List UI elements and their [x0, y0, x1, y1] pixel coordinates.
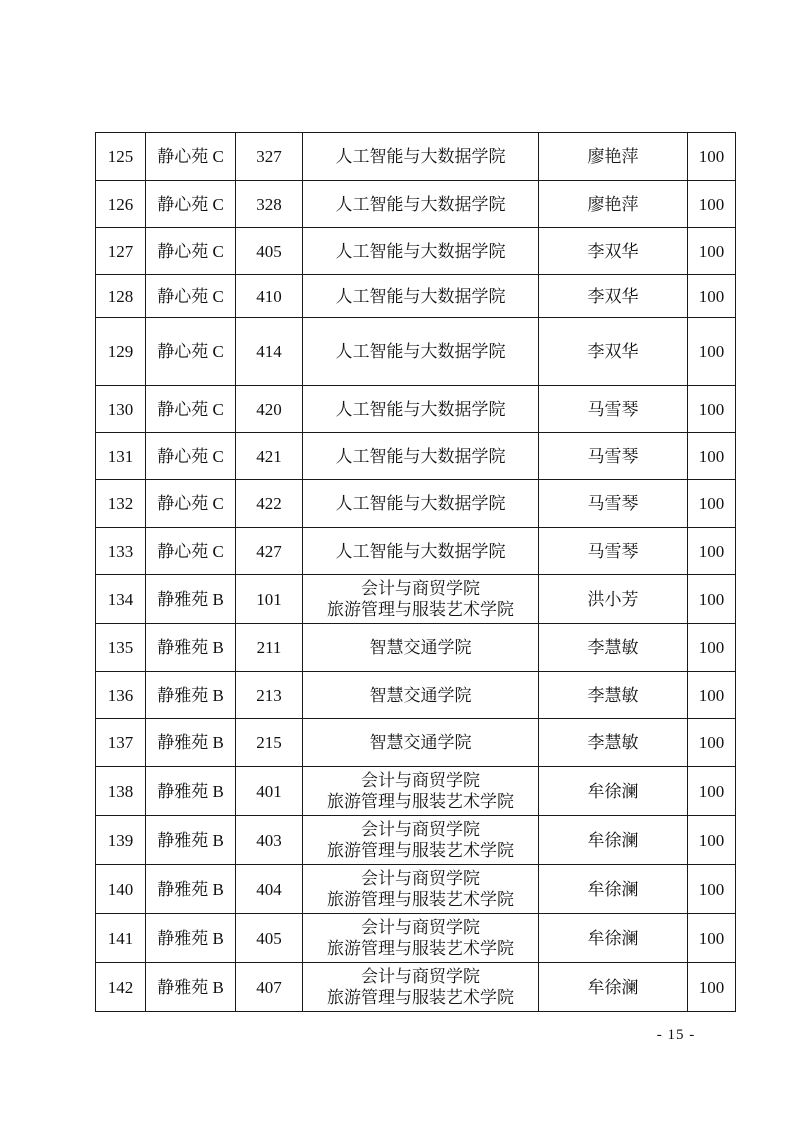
college-cell: [303, 528, 539, 575]
row-number-cell: 135: [96, 624, 146, 672]
building-cell: 静雅苑 B: [146, 575, 236, 624]
table-row: [96, 672, 736, 719]
responsible-person-cell: 廖艳萍: [539, 181, 688, 228]
college-cell: [303, 480, 539, 528]
score-cell: 100: [688, 767, 736, 816]
row-number-cell: 130: [96, 386, 146, 433]
responsible-person-cell: 牟徐澜: [539, 914, 688, 963]
college-line: 智慧交通学院: [369, 638, 472, 657]
college-line: 人工智能与大数据学院: [335, 399, 506, 419]
row-number-cell: 133: [96, 528, 146, 575]
table-row: [96, 433, 736, 480]
college-line: 人工智能与大数据学院: [335, 541, 506, 561]
college-line: 人工智能与大数据学院: [335, 147, 506, 166]
row-number-cell: 142: [96, 963, 146, 1012]
table-row: [96, 480, 736, 528]
responsible-person-cell: 廖艳萍: [539, 133, 688, 181]
score-cell: 100: [688, 963, 736, 1012]
college-line: 旅游管理与服装艺术学院: [327, 890, 514, 909]
room-cell: 427: [236, 528, 303, 575]
building-cell: 静雅苑 B: [146, 865, 236, 914]
score-cell: 100: [688, 275, 736, 318]
score-cell: 100: [688, 433, 736, 480]
table-row: [96, 528, 736, 575]
responsible-person-cell: 洪小芳: [539, 575, 688, 624]
college-cell: [303, 719, 539, 767]
table-row: [96, 318, 736, 386]
table-row: [96, 719, 736, 767]
row-number-cell: 139: [96, 816, 146, 865]
row-number-cell: 136: [96, 672, 146, 719]
room-cell: 405: [236, 228, 303, 275]
table-row: [96, 228, 736, 275]
room-cell: 407: [236, 963, 303, 1012]
building-cell: 静雅苑 B: [146, 914, 236, 963]
score-cell: 100: [688, 228, 736, 275]
score-cell: 100: [688, 181, 736, 228]
college-line: 会计与商贸学院: [361, 579, 480, 598]
building-cell: 静雅苑 B: [146, 767, 236, 816]
building-cell: 静心苑 C: [146, 228, 236, 275]
score-cell: 100: [688, 318, 736, 386]
responsible-person-cell: 马雪琴: [539, 386, 688, 433]
room-cell: 328: [236, 181, 303, 228]
college-cell: [303, 672, 539, 719]
row-number-cell: 138: [96, 767, 146, 816]
row-number-cell: 129: [96, 318, 146, 386]
college-line: 智慧交通学院: [369, 685, 472, 705]
responsible-person-cell: 马雪琴: [539, 480, 688, 528]
room-cell: 404: [236, 865, 303, 914]
page-number: - 15 -: [656, 1027, 696, 1043]
responsible-person-cell: 李慧敏: [539, 672, 688, 719]
table-body: [96, 133, 736, 1012]
college-line: 会计与商贸学院: [361, 820, 480, 839]
responsible-person-cell: 马雪琴: [539, 433, 688, 480]
college-line: 旅游管理与服装艺术学院: [327, 841, 514, 860]
dormitory-score-table: [95, 132, 736, 1012]
room-cell: 401: [236, 767, 303, 816]
responsible-person-cell: 牟徐澜: [539, 865, 688, 914]
score-cell: 100: [688, 528, 736, 575]
room-cell: 410: [236, 275, 303, 318]
room-cell: 414: [236, 318, 303, 386]
table-row: [96, 963, 736, 1012]
college-cell: [303, 318, 539, 386]
college-cell: [303, 133, 539, 181]
row-number-cell: 134: [96, 575, 146, 624]
table-row: [96, 575, 736, 624]
college-line: 人工智能与大数据学院: [335, 286, 506, 306]
row-number-cell: 131: [96, 433, 146, 480]
table-row: [96, 914, 736, 963]
table-row: [96, 816, 736, 865]
building-cell: 静雅苑 B: [146, 816, 236, 865]
score-cell: 100: [688, 672, 736, 719]
college-line: 旅游管理与服装艺术学院: [327, 600, 514, 619]
college-line: 人工智能与大数据学院: [335, 241, 506, 261]
row-number-cell: 137: [96, 719, 146, 767]
college-line: 旅游管理与服装艺术学院: [327, 988, 514, 1007]
college-cell: [303, 275, 539, 318]
building-cell: 静雅苑 B: [146, 672, 236, 719]
score-cell: 100: [688, 624, 736, 672]
score-cell: 100: [688, 575, 736, 624]
college-cell: [303, 767, 539, 816]
table-row: [96, 624, 736, 672]
table-row: [96, 386, 736, 433]
room-cell: 405: [236, 914, 303, 963]
college-cell: [303, 914, 539, 963]
table-row: [96, 133, 736, 181]
college-cell: [303, 963, 539, 1012]
college-line: 旅游管理与服装艺术学院: [327, 792, 514, 811]
responsible-person-cell: 牟徐澜: [539, 767, 688, 816]
row-number-cell: 126: [96, 181, 146, 228]
row-number-cell: 141: [96, 914, 146, 963]
row-number-cell: 132: [96, 480, 146, 528]
room-cell: 211: [236, 624, 303, 672]
responsible-person-cell: 牟徐澜: [539, 816, 688, 865]
score-cell: 100: [688, 480, 736, 528]
college-line: 旅游管理与服装艺术学院: [327, 939, 514, 958]
building-cell: 静心苑 C: [146, 480, 236, 528]
building-cell: 静雅苑 B: [146, 719, 236, 767]
score-cell: 100: [688, 386, 736, 433]
college-cell: [303, 181, 539, 228]
room-cell: 403: [236, 816, 303, 865]
table-row: [96, 181, 736, 228]
college-line: 人工智能与大数据学院: [335, 342, 506, 361]
table-row: [96, 767, 736, 816]
responsible-person-cell: 李双华: [539, 318, 688, 386]
college-cell: [303, 386, 539, 433]
room-cell: 420: [236, 386, 303, 433]
row-number-cell: 127: [96, 228, 146, 275]
row-number-cell: 128: [96, 275, 146, 318]
room-cell: 215: [236, 719, 303, 767]
responsible-person-cell: 马雪琴: [539, 528, 688, 575]
college-cell: [303, 228, 539, 275]
score-cell: 100: [688, 914, 736, 963]
building-cell: 静心苑 C: [146, 386, 236, 433]
score-cell: 100: [688, 816, 736, 865]
college-cell: [303, 865, 539, 914]
responsible-person-cell: 李慧敏: [539, 719, 688, 767]
college-line: 会计与商贸学院: [361, 869, 480, 888]
score-cell: 100: [688, 133, 736, 181]
room-cell: 101: [236, 575, 303, 624]
responsible-person-cell: 李双华: [539, 275, 688, 318]
building-cell: 静心苑 C: [146, 275, 236, 318]
score-cell: 100: [688, 865, 736, 914]
building-cell: 静雅苑 B: [146, 963, 236, 1012]
college-cell: [303, 433, 539, 480]
college-cell: [303, 816, 539, 865]
row-number-cell: 140: [96, 865, 146, 914]
room-cell: 421: [236, 433, 303, 480]
building-cell: 静心苑 C: [146, 133, 236, 181]
table-row: [96, 865, 736, 914]
building-cell: 静心苑 C: [146, 318, 236, 386]
college-cell: [303, 624, 539, 672]
responsible-person-cell: 李慧敏: [539, 624, 688, 672]
building-cell: 静心苑 C: [146, 433, 236, 480]
building-cell: 静心苑 C: [146, 528, 236, 575]
college-line: 会计与商贸学院: [361, 967, 480, 986]
college-line: 人工智能与大数据学院: [335, 446, 506, 466]
college-line: 会计与商贸学院: [361, 918, 480, 937]
room-cell: 213: [236, 672, 303, 719]
building-cell: 静雅苑 B: [146, 624, 236, 672]
score-cell: 100: [688, 719, 736, 767]
college-line: 人工智能与大数据学院: [335, 494, 506, 513]
table-row: [96, 275, 736, 318]
room-cell: 422: [236, 480, 303, 528]
row-number-cell: 125: [96, 133, 146, 181]
college-line: 人工智能与大数据学院: [335, 194, 506, 214]
college-line: 智慧交通学院: [369, 733, 472, 752]
responsible-person-cell: 李双华: [539, 228, 688, 275]
room-cell: 327: [236, 133, 303, 181]
building-cell: 静心苑 C: [146, 181, 236, 228]
college-cell: [303, 575, 539, 624]
responsible-person-cell: 牟徐澜: [539, 963, 688, 1012]
college-line: 会计与商贸学院: [361, 771, 480, 790]
